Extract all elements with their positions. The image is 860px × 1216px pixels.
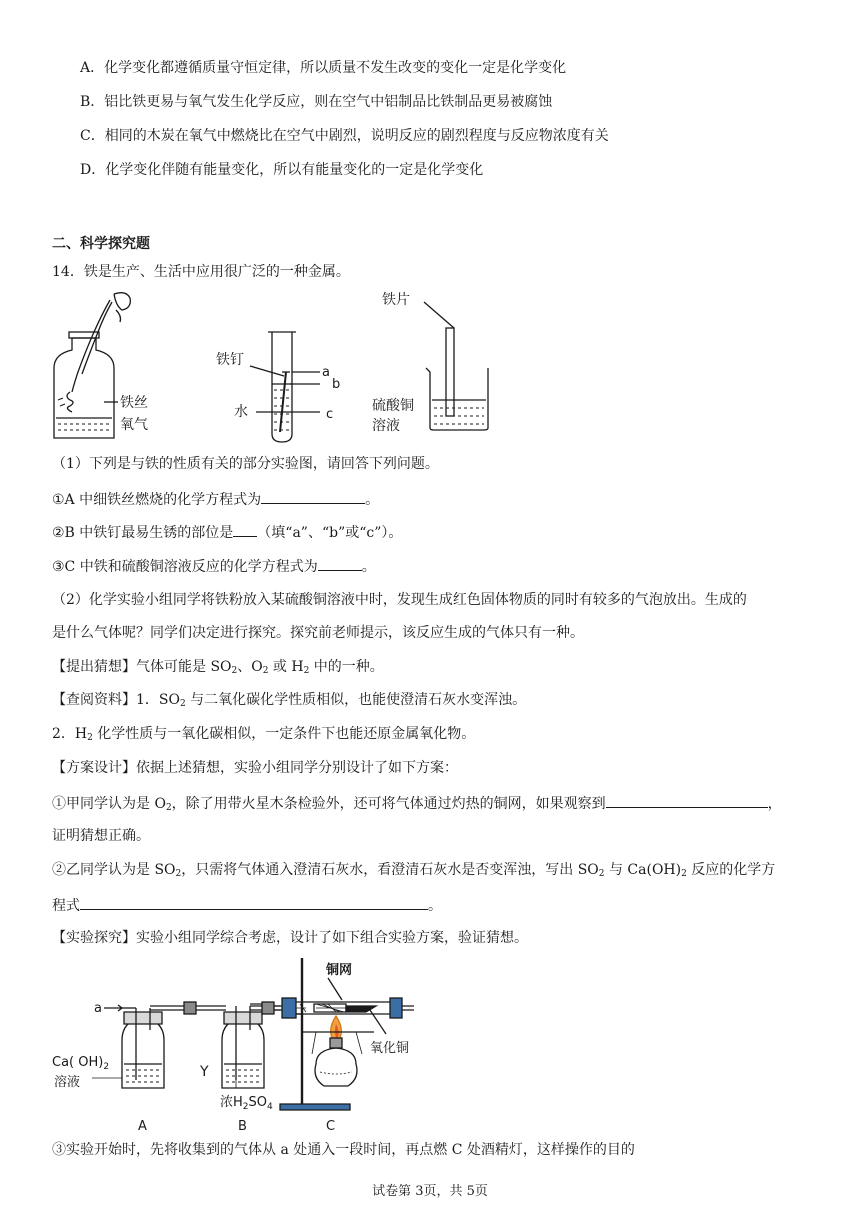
label-oxygen: 氧气: [120, 417, 148, 433]
answer-blank-3[interactable]: [318, 555, 362, 571]
label-iron-wire: 铁丝: [120, 395, 148, 411]
hypothesis: 【提出猜想】气体可能是 $SO_2$、$O_2$ 或 $H_2$ 中的一种。: [52, 659, 384, 676]
label-b-c: c: [326, 407, 334, 422]
option-d: D．化学变化伴随有能量变化，所以有能量变化的一定是化学变化: [80, 162, 484, 178]
part-1-q3-text: ③C 中铁和硫酸铜溶液反应的化学方程式为: [52, 559, 318, 575]
label-h2so4-1: 浓H: [220, 1095, 243, 1110]
label-cu-mesh: 铜网: [326, 963, 353, 978]
experiment-intro: 【实验探究】实验小组同学综合考虑，设计了如下组合实验方案，验证猜想。: [52, 930, 528, 946]
caption-b: B: [238, 1119, 247, 1134]
design-1-text-1: ①甲同学认为是 O: [52, 796, 166, 812]
page-footer: 试卷第 3页，共 5页: [372, 1184, 488, 1199]
section-title: 二、科学探究题: [52, 236, 150, 252]
label-cuso4-line1: 硫酸铜: [372, 398, 414, 414]
label-caoh2-sub: 2: [103, 1062, 110, 1072]
option-a: A．化学变化都遵循质量守恒定律，所以质量不发生改变的变化一定是化学变化: [80, 60, 567, 76]
label-cuso4-line2: 溶液: [372, 418, 400, 434]
alcohol-lamp: [315, 1038, 357, 1086]
design-2-line2: [52, 894, 442, 916]
question-14-stem: 14．铁是生产、生活中应用很广泛的一种金属。: [52, 264, 350, 280]
part-2-q3: ③实验开始时，先将收集到的气体从 a 处通入一段时间，再点燃 C 处酒精灯，这样操作的目的: [52, 1142, 635, 1158]
part-2-line1: （2）化学实验小组同学将铁粉放入某硫酸铜溶液中时，发现生成红色固体物质的同时有较多的气泡放出。生成的: [52, 592, 747, 608]
label-b-b: b: [332, 377, 341, 392]
part-2-line2: 是什么气体呢？同学们决定进行探究。探究前老师提示，该反应生成的气体只有一种。: [52, 625, 584, 641]
label-iron-sheet: 铁片: [382, 292, 410, 308]
part-1-q1-text: ①A 中细铁丝燃烧的化学方程式为: [52, 492, 262, 508]
design-2-text-3: 与 Ca(OH): [604, 862, 682, 878]
reference-2: 2．$H_2$ 化学性质与一氧化碳相似，一定条件下也能还原金属氧化物。: [52, 726, 476, 743]
label-inlet-a: a: [94, 1001, 102, 1016]
design-2-text-2: ，只需将气体通入澄清石灰水，看澄清石灰水是否变浑浊，写出 SO: [181, 862, 599, 878]
apparatus-a: [54, 293, 130, 438]
label-water: 水: [234, 404, 248, 420]
label-y: Y: [200, 1064, 209, 1080]
bottle-a: [122, 1006, 184, 1088]
reference-1-text-2: 与二氧化碳化学性质相似，也能使澄清石灰水变浑浊。: [185, 692, 527, 708]
option-b: B．铝比铁更易与氧气发生化学反应，则在空气中铝制品比铁制品更易被腐蚀: [80, 94, 553, 110]
label-caoh2: [52, 1055, 109, 1072]
apparatus-b: [250, 332, 320, 442]
answer-blank-1[interactable]: [261, 488, 365, 504]
design-2-line2-text: 程式: [52, 898, 80, 914]
figure-iron-experiments: [50, 288, 530, 444]
hypothesis-text-4: 中的一种。: [309, 659, 384, 675]
label-cuo: 氧化铜: [370, 1041, 410, 1056]
reference-1: 【查阅资料】1．$SO_2$ 与二氧化碳化学性质相似，也能使澄清石灰水变浑浊。: [52, 692, 527, 709]
caption-a: A: [138, 1119, 147, 1134]
part-1-q3: [52, 555, 376, 577]
part-1-q3-end: 。: [361, 559, 376, 575]
caption-c: C: [326, 1119, 336, 1134]
label-h2so4-sub2: 4: [267, 1102, 273, 1112]
reference-2-text-1: 2．H: [52, 726, 88, 742]
part-1-q1-end: 。: [365, 492, 380, 508]
bottle-b: [222, 1004, 266, 1088]
answer-blank-5[interactable]: [80, 894, 428, 910]
part-1-q2: [52, 521, 402, 543]
design-1-line2: 证明猜想正确。: [52, 828, 150, 844]
design-1-end: ，: [767, 796, 782, 812]
design-2-text-1: ②乙同学认为是 SO: [52, 862, 176, 878]
hypothesis-text-2: 、O: [237, 659, 263, 675]
label-caoh2-formula: Ca( OH): [52, 1055, 104, 1070]
part-1-q1: [52, 488, 379, 510]
design-1: ①甲同学认为是 $O_2$，除了用带火星木条检验外，还可将气体通过灼热的铜网，如果观察到 ，: [52, 792, 782, 818]
hypothesis-text-1: 【提出猜想】气体可能是 SO: [52, 659, 232, 675]
part-1-q2-hint: （填“a”、“b”或“c”）。: [257, 525, 403, 541]
answer-blank-4[interactable]: [606, 792, 768, 808]
design-2: ②乙同学认为是 $SO_2$，只需将气体通入澄清石灰水，看澄清石灰水是否变浑浊，写出 $SO_2$ 与 $Ca(OH)_2$ 反应的化学方: [52, 862, 776, 879]
part-1-intro: （1）下列是与铁的性质有关的部分实验图，请回答下列问题。: [52, 456, 439, 472]
label-b-a: a: [322, 365, 330, 380]
answer-blank-2[interactable]: [233, 521, 257, 537]
design-intro: 【方案设计】依据上述猜想，实验小组同学分别设计了如下方案：: [52, 760, 458, 776]
label-caoh2-solution: 溶液: [54, 1075, 81, 1090]
design-2-text-4: 反应的化学方: [686, 862, 776, 878]
option-c: C．相同的木炭在氧气中燃烧比在空气中剧烈，说明反应的剧烈程度与反应物浓度有关: [80, 128, 609, 144]
design-1-text-2: ，除了用带火星木条检验外，还可将气体通过灼热的铜网，如果观察到: [171, 796, 606, 812]
label-h2so4: [220, 1095, 273, 1112]
reference-2-text-2: 化学性质与一氧化碳相似，一定条件下也能还原金属氧化物。: [92, 726, 476, 742]
design-2-line2-end: 。: [428, 898, 442, 914]
figure-combined-apparatus: [50, 954, 430, 1134]
part-1-q2-text: ②B 中铁钉最易生锈的部位是: [52, 525, 234, 541]
apparatus-c: [424, 302, 488, 430]
label-h2so4-sub: 2: [242, 1102, 249, 1112]
reference-1-text-1: 【查阅资料】1．SO: [52, 692, 180, 708]
hypothesis-text-3: 或 H: [268, 659, 304, 675]
label-nail: 铁钉: [216, 352, 244, 368]
label-h2so4-2: SO: [248, 1095, 267, 1110]
